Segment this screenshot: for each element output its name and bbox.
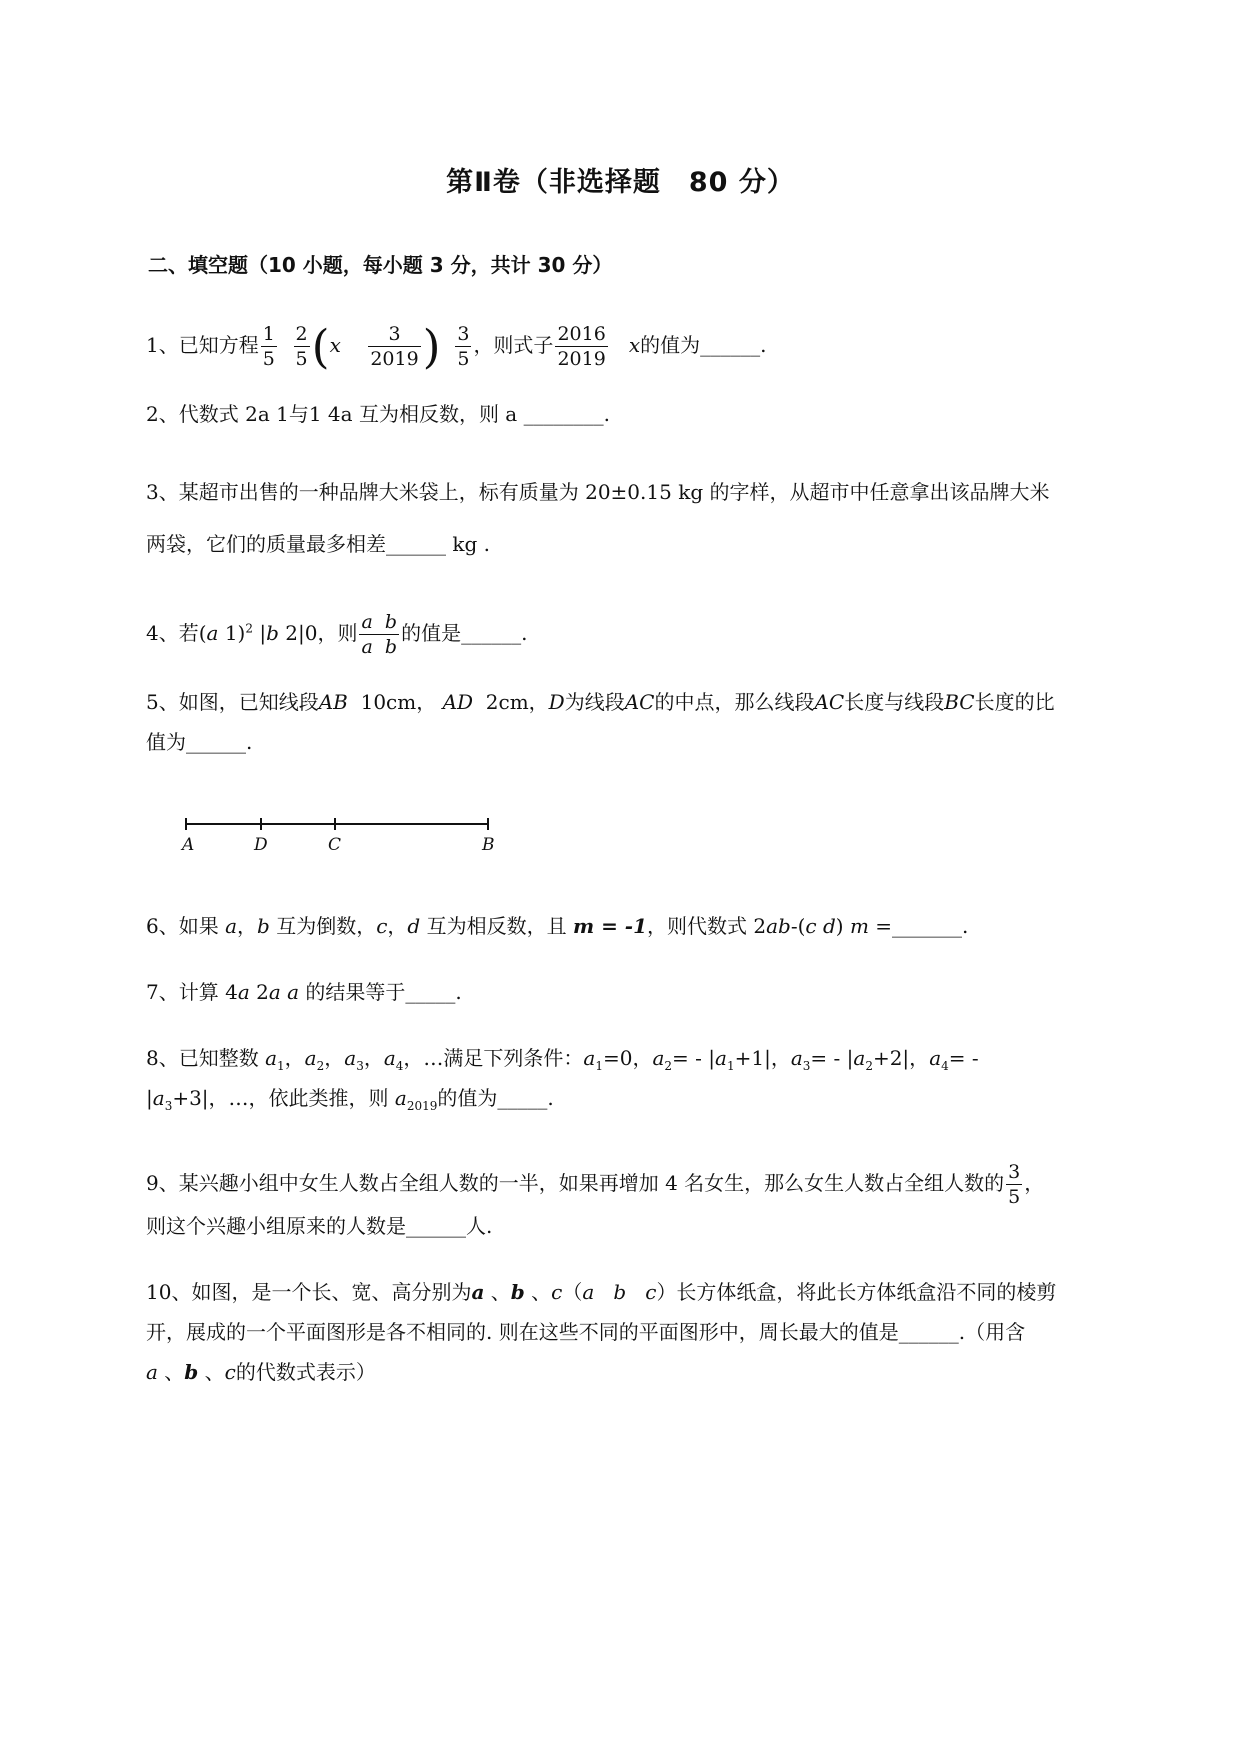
q5-seg-ad: AD [442, 690, 474, 714]
q6-var-a: a [225, 914, 238, 938]
q10-var-c: c [224, 1360, 236, 1384]
q3-text-c: kg 的字样，从超市中任意拿出该品牌大米 [671, 480, 1050, 504]
label-a: A [182, 835, 195, 855]
q6-text-f: ，则代数式 2 [647, 914, 767, 938]
q2-term-2a: 2a [245, 402, 270, 426]
q8-sub: 4 [941, 1059, 949, 1073]
q5-text-e: 的中点，那么线段 [654, 690, 815, 714]
q6-answer: =_______. [868, 914, 969, 938]
q2-text-c: 1与 [269, 402, 309, 426]
q1-variable-x: x [329, 333, 341, 357]
q5-seg-ab: AB [318, 690, 348, 714]
q7-var-a3: a [287, 980, 300, 1004]
q7-answer: 的结果等于_____. [299, 980, 462, 1004]
q10-sep: 、 [198, 1360, 225, 1384]
q10-text-a: 10、如图，是一个长、宽、高分别为 [146, 1280, 472, 1304]
question-3-line-2: 两袋，它们的质量最多相差______ kg . [146, 532, 490, 556]
q2-text-e: 4a 互为相反数，则 a [321, 402, 524, 426]
q8-sub: 2 [664, 1059, 673, 1073]
q6-condition: m = -1 [572, 914, 647, 938]
question-7 [146, 978, 462, 1006]
q1-suffix: 的值为______. [640, 333, 767, 357]
q2-text-a: 2、代数式 [146, 402, 246, 426]
q8-var: a [304, 1046, 317, 1070]
label-d: D [254, 835, 268, 855]
q9-comma: ， [1024, 1171, 1045, 1195]
q8-answer: 的值为_____. [437, 1086, 554, 1110]
q5-len-ab: 10cm， [360, 690, 437, 714]
q4-fraction: $\frac{\text{a b}}{\text{a b}}$ [361, 611, 398, 658]
q8-sub: 4 [395, 1059, 404, 1073]
q6-var-d2: d [822, 914, 836, 938]
question-1: 1、已知方程 $\frac{1}{5}$ $\frac{2}{5}$ (x $\frac{3}{2019}$ ) $\frac{3}{5}$ ，则式子 $\frac{2016}{2019}$ x的值为______. [146, 319, 767, 374]
q2-term-1: 1 [308, 402, 322, 426]
question-2 [146, 400, 610, 428]
q8-var: a [790, 1046, 803, 1070]
q8-sub: 1 [726, 1059, 735, 1073]
q8-sub: 1 [595, 1059, 603, 1073]
q8-text-j: +3|，…，依此类推，则 [172, 1086, 395, 1110]
label-b: B [482, 835, 495, 855]
q9-fraction: $\frac{3}{5}$ [1008, 1161, 1021, 1208]
q2-answer-blank: ________. [523, 402, 610, 426]
q5-seg-bc: BC [944, 690, 975, 714]
q8-var: a [652, 1046, 665, 1070]
q8-var: a [383, 1046, 396, 1070]
question-5-line-1 [146, 688, 1055, 716]
q10-var-a: a [471, 1280, 485, 1304]
q8-text-f: = - | [810, 1046, 854, 1070]
q6-text-a: 6、如果 [146, 914, 226, 938]
q8-sub: 3 [802, 1059, 811, 1073]
q8-text-d: = - | [672, 1046, 716, 1070]
q10-var-a: a [582, 1280, 595, 1304]
q8-var: a [929, 1046, 942, 1070]
q5-seg-ac-2: AC [814, 690, 845, 714]
q8-text-b: ，…满足下列条件： [403, 1046, 584, 1070]
question-9-line-2: 则这个兴趣小组原来的人数是______人. [146, 1214, 493, 1238]
q10-text-c: ）长方体纸盒，将此长方体纸盒沿不同的棱剪 [656, 1280, 1057, 1304]
q8-text-h: = - [948, 1046, 979, 1070]
q10-paren: （ [562, 1280, 583, 1304]
question-10-line-1 [146, 1278, 1056, 1306]
q5-text-f: 长度与线段 [844, 690, 945, 714]
q10-var-b: b [510, 1280, 525, 1304]
q8-var: a [265, 1046, 278, 1070]
q8-sub: 2 [316, 1059, 325, 1073]
q1-fraction-1: $\frac{1}{5}$ [262, 323, 275, 370]
q7-text-b: 2 [249, 980, 269, 1004]
q8-sub: 1 [277, 1059, 285, 1073]
q8-var: a [394, 1086, 407, 1110]
q6-var-d: d [407, 914, 421, 938]
q6-text-d: ， [387, 914, 408, 938]
q6-text-i: ) [835, 914, 850, 938]
q8-var: a [715, 1046, 727, 1070]
q8-sub: 3 [164, 1099, 173, 1113]
q4-text-e: | [253, 621, 267, 645]
q8-text-e: +1|， [734, 1046, 791, 1070]
question-3-line-1 [146, 478, 1049, 506]
question-10-line-2: 开，展成的一个平面图形是各不相同的. 则在这些不同的平面图形中，周长最大的值是______.（用含 [146, 1320, 1026, 1344]
q4-text-a: 4、若( [146, 621, 207, 645]
q8-sub: 3 [356, 1059, 364, 1073]
question-4 [146, 610, 527, 659]
q4-var-a: a [206, 621, 219, 645]
q6-var-c2: c [805, 914, 817, 938]
q6-text-b: ， [237, 914, 258, 938]
q8-sub: 2 [865, 1059, 873, 1073]
q6-var-c: c [376, 914, 388, 938]
q8-sub: 2019 [406, 1099, 438, 1113]
q1-fraction-5: $\frac{2016}{2019}$ [557, 323, 606, 370]
q1-mid: ，则式子 [473, 333, 554, 357]
q4-text-c: 1) [218, 621, 246, 645]
section-heading: 二、填空题（10 小题，每小题 3 分，共计 30 分） [148, 253, 613, 277]
q10-text-end: 的代数式表示） [235, 1360, 376, 1384]
q5-seg-ac: AC [624, 690, 655, 714]
question-8-line-1: 8、已知整数 $a_1$，$a_2$，$a_3$，$a_4$，…满足下列条件：$a_1=0$，$a_2= - |a_1+1|$，$a_3= - |a_2+2|$，$a_4=$ - [146, 1046, 979, 1073]
q6-text-e: 互为相反数，且 [420, 914, 573, 938]
question-6 [146, 912, 968, 940]
segment-figure [170, 808, 510, 858]
q5-text-d: 为线段 [564, 690, 625, 714]
q6-var-m: m [849, 914, 869, 938]
q1-fraction-4: $\frac{3}{5}$ [457, 323, 470, 370]
q5-point-d: D [548, 690, 565, 714]
q5-len-ad: 2cm， [485, 690, 549, 714]
label-c: C [328, 835, 342, 855]
q4-exponent: 2 [245, 621, 253, 636]
q8-text-c: =0， [602, 1046, 653, 1070]
q4-text-g: 2| [278, 621, 305, 645]
page-title: 第Ⅱ卷（非选择题 80 分） [446, 167, 795, 198]
q1-fraction-2: $\frac{2}{5}$ [295, 323, 308, 370]
q10-sep: 、 [524, 1280, 552, 1304]
question-10-line-3 [146, 1358, 376, 1386]
q3-text-a: 3、某超市出售的一种品牌大米袋上，标有质量为 [146, 480, 586, 504]
q6-text-g: -( [790, 914, 806, 938]
q4-var-b: b [266, 621, 279, 645]
q8-var: a [853, 1046, 866, 1070]
q7-var-a2: a [268, 980, 281, 1004]
q10-var-b: b [613, 1280, 627, 1304]
q8-var: a [152, 1086, 165, 1110]
q10-var-c: c [645, 1280, 657, 1304]
q5-text-g: 长度的比 [974, 690, 1055, 714]
q10-sep: 、 [484, 1280, 511, 1304]
q10-var-b: b [184, 1360, 199, 1384]
q6-var-b: b [257, 914, 270, 938]
q8-text-a: 8、已知整数 [146, 1046, 266, 1070]
question-8-line-2 [146, 1084, 554, 1120]
q5-text-a: 5、如图，已知线段 [146, 690, 319, 714]
question-5-line-2: 值为______. [146, 730, 253, 754]
q8-var: a [344, 1046, 357, 1070]
q1-variable-x2: x [628, 333, 641, 357]
q7-var-a: a [237, 980, 250, 1004]
q10-var-c: c [551, 1280, 563, 1304]
q6-text-c: 互为倒数， [269, 914, 377, 938]
q1-prefix: 1、已知方程 [146, 333, 259, 357]
q8-text-i: | [146, 1086, 153, 1110]
q3-mass: 20±0.15 [585, 480, 672, 504]
question-9-line-1 [146, 1160, 1044, 1209]
q7-text-a: 7、计算 4 [146, 980, 238, 1004]
q4-text-h: 0，则 [304, 621, 358, 645]
q8-text-g: +2|， [872, 1046, 930, 1070]
q4-answer: 的值是______. [401, 621, 528, 645]
q10-var-a: a [146, 1360, 158, 1384]
q6-var-ab: ab [766, 914, 791, 938]
q9-text: 9、某兴趣小组中女生人数占全组人数的一半，如果再增加 4 名女生，那么女生人数占全组人数的 [146, 1171, 1005, 1195]
q10-sep: 、 [157, 1360, 185, 1384]
q8-var: a [583, 1046, 596, 1070]
q1-fraction-3: $\frac{3}{2019}$ [370, 323, 419, 370]
